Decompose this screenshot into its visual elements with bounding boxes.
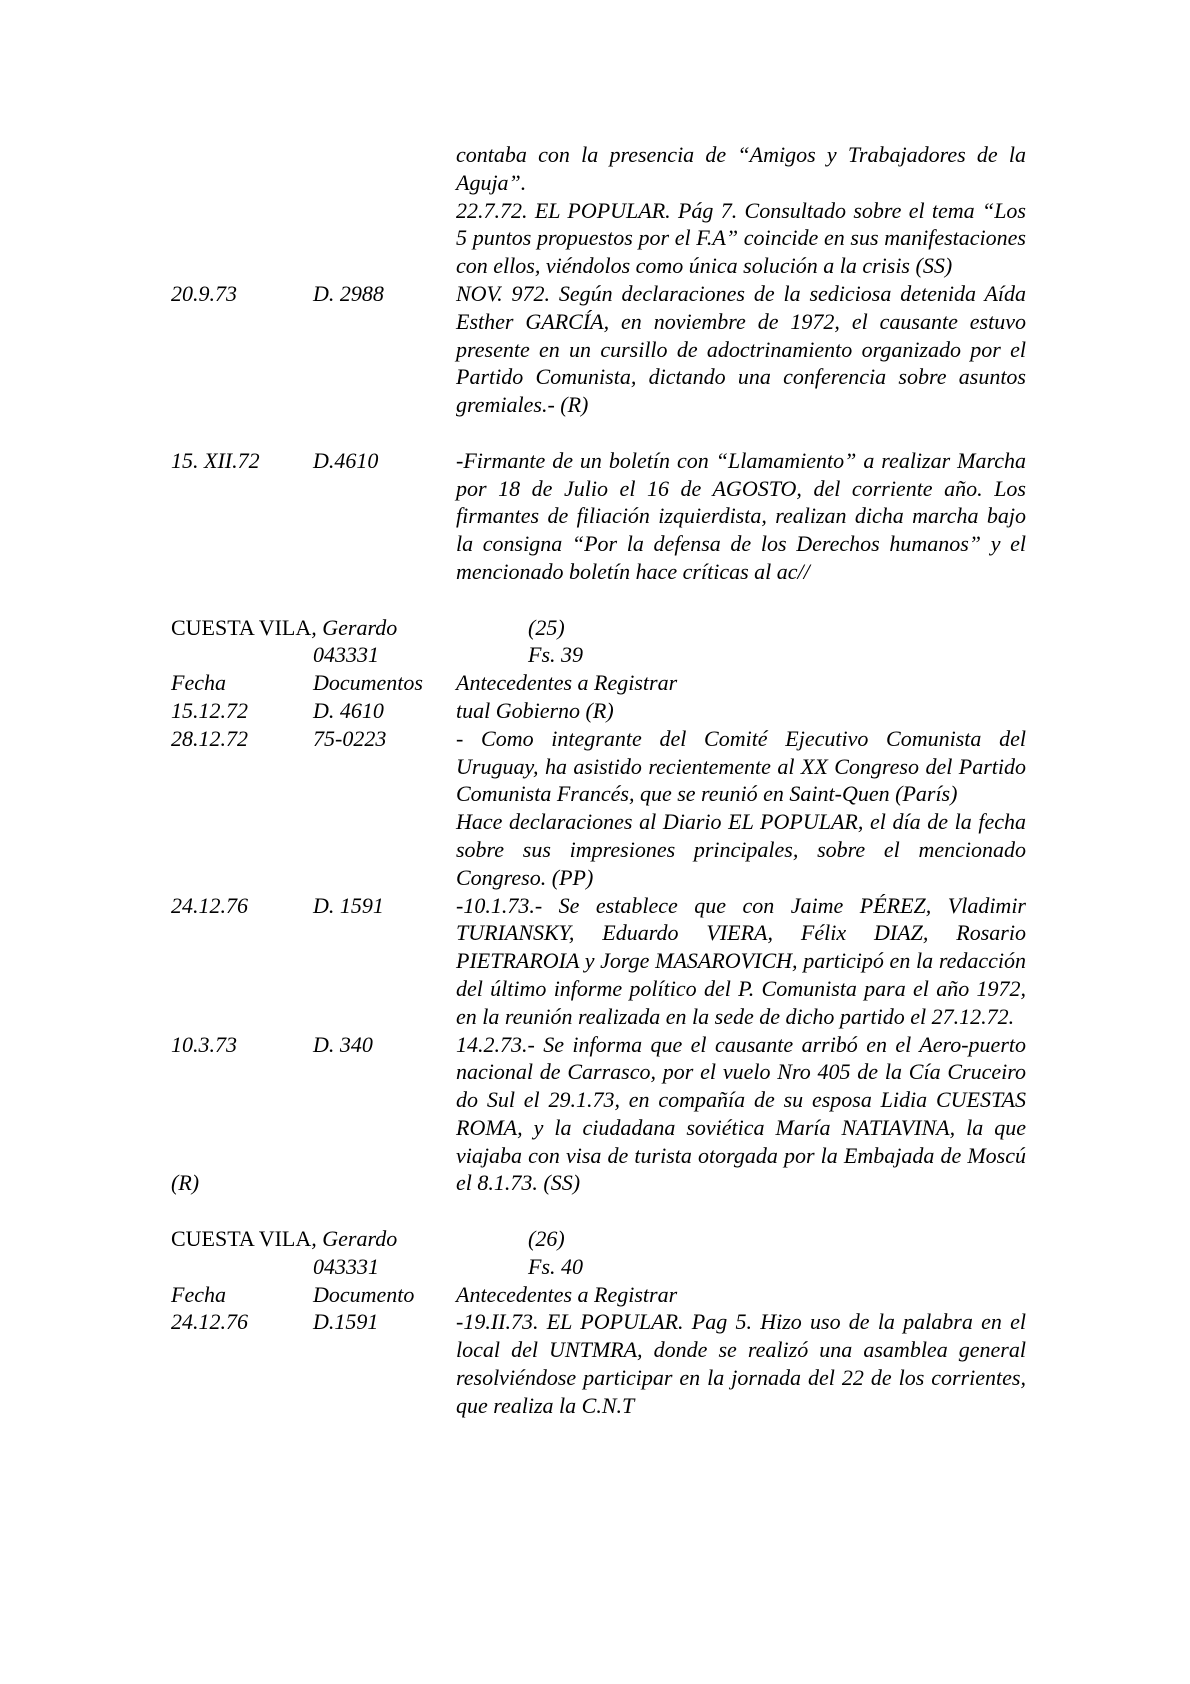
document-page [171,141,1026,1420]
record-entry [171,697,1026,725]
entry-text: tual Gobierno (R) [456,697,614,723]
record-entry [171,1031,1026,1198]
folio-number: Fs. 39 [528,642,583,668]
header-date: Fecha [171,1281,226,1307]
header-documents: Documentos [313,670,423,696]
column-headers [171,669,1026,697]
subject-name [171,614,456,642]
subject-given-name: , Gerardo [311,614,398,640]
entry-date: 28.12.72 [171,725,248,751]
entry-date: 20.9.73 [171,280,237,306]
entry-document: D.1591 [313,1309,379,1335]
subject-surname: CUESTA VILA [171,1226,312,1252]
continuation-paragraph-1: contaba con la presencia de “Amigos y Trabajadores de la Aguja”. [456,142,1026,195]
entry-document: D. 2988 [313,280,384,306]
entry-date: 10.3.73 [171,1031,237,1057]
record-block-fs39 [171,614,1026,1198]
entry-text: -19.II.73. EL POPULAR. Pag 5. Hizo uso de la palabra en el local del UNTMRA, donde se realizó una asamblea general resolviéndose participar en la jornada del 22 de los corrientes, que realiza la C.N.T [456,1309,1026,1418]
entry-text: - Como integrante del Comité Ejecutivo Comunista del Uruguay, ha asistido recientemente al XX Congreso del Partido Comunista Francés, que se reunió en Saint-Quen (París) [456,725,1026,807]
entry-date: 15. XII.72 [171,447,260,473]
record-block-continued [171,141,1026,586]
entry-text: Hace declaraciones al Diario EL POPULAR, el día de la fecha sobre sus impresiones principales, sobre el mencionado Congreso. (PP) [456,809,1026,890]
header-date: Fecha [171,670,226,696]
subject-id: 043331 [313,642,379,668]
entry-document: 75-0223 [313,725,387,751]
subject-id: 043331 [313,1253,379,1279]
entry-document: D. 340 [313,1031,373,1057]
entry-date: 24.12.76 [171,892,248,918]
entry-date: 15.12.72 [171,697,248,723]
entry-date: 24.12.76 [171,1309,248,1335]
entry-text: NOV. 972. Según declaraciones de la sediciosa detenida Aída Esther GARCÍA, en noviembre de 1972, el causante estuvo presente en un cursillo de adoctrinamiento organizado por el Partido Comunista, dictando una conferencia sobre asuntos gremiales.- (R) [456,280,1026,418]
column-headers [171,1281,1026,1309]
header-antecedents: Antecedentes a Registrar [456,670,678,696]
entry-text: -10.1.73.- Se establece que con Jaime PÉREZ, Vladimir TURIANSKY, Eduardo VIERA, Félix DIAZ, Rosario PIETRAROIA y Jorge MASAROVICH, participó en la redacción del último informe político del P. Comunista para el año 1972, en la reunión realizada en la sede de dicho partido el 27.12.72. [456,892,1026,1029]
continuation-paragraph-2: 22.7.72. EL POPULAR. Pág 7. Consultado sobre el tema “Los 5 puntos propuestos por el F.A” coincide en sus manifestaciones con ellos, viéndolos como única solución a la crisis (SS) [456,197,1026,279]
record-number: (26) [528,1226,565,1252]
reserved-mark: (R) [171,1170,200,1196]
record-entry [171,280,1026,419]
entry-document: D.4610 [313,447,379,473]
entry-document: D. 1591 [313,892,384,918]
subject-name [171,1225,456,1253]
record-entry [171,892,1026,1031]
subject-given-name: , Gerardo [311,1226,398,1252]
folio-number: Fs. 40 [528,1253,583,1279]
record-entry [171,725,1026,892]
entry-document: D. 4610 [313,697,384,723]
header-documents: Documento [313,1281,415,1307]
header-antecedents: Antecedentes a Registrar [456,1281,678,1307]
entry-text: 14.2.73.- Se informa que el causante arribó en el Aero-puerto nacional de Carrasco, por el vuelo Nro 405 de la Cía Cruceiro do Sul el 29.1.73, en compañía de su esposa Lidia CUESTAS ROMA, y la ciudadana soviética María NATIAVINA, la que viajaba con visa de turista otorgada por la Embajada de Moscú el 8.1.73. (SS) [456,1031,1026,1196]
record-block-fs40 [171,1225,1026,1420]
record-number: (25) [528,614,565,640]
subject-surname: CUESTA VILA [171,614,312,640]
record-entry [171,1308,1026,1419]
entry-text: -Firmante de un boletín con “Llamamiento” a realizar Marcha por 18 de Julio el 16 de AGOSTO, del corriente año. Los firmantes de filiación izquierdista, realizan dicha marcha bajo la consigna “Por la defensa de los Derechos humanos” y el mencionado boletín hace críticas al ac// [456,447,1026,584]
record-entry [171,447,1026,586]
